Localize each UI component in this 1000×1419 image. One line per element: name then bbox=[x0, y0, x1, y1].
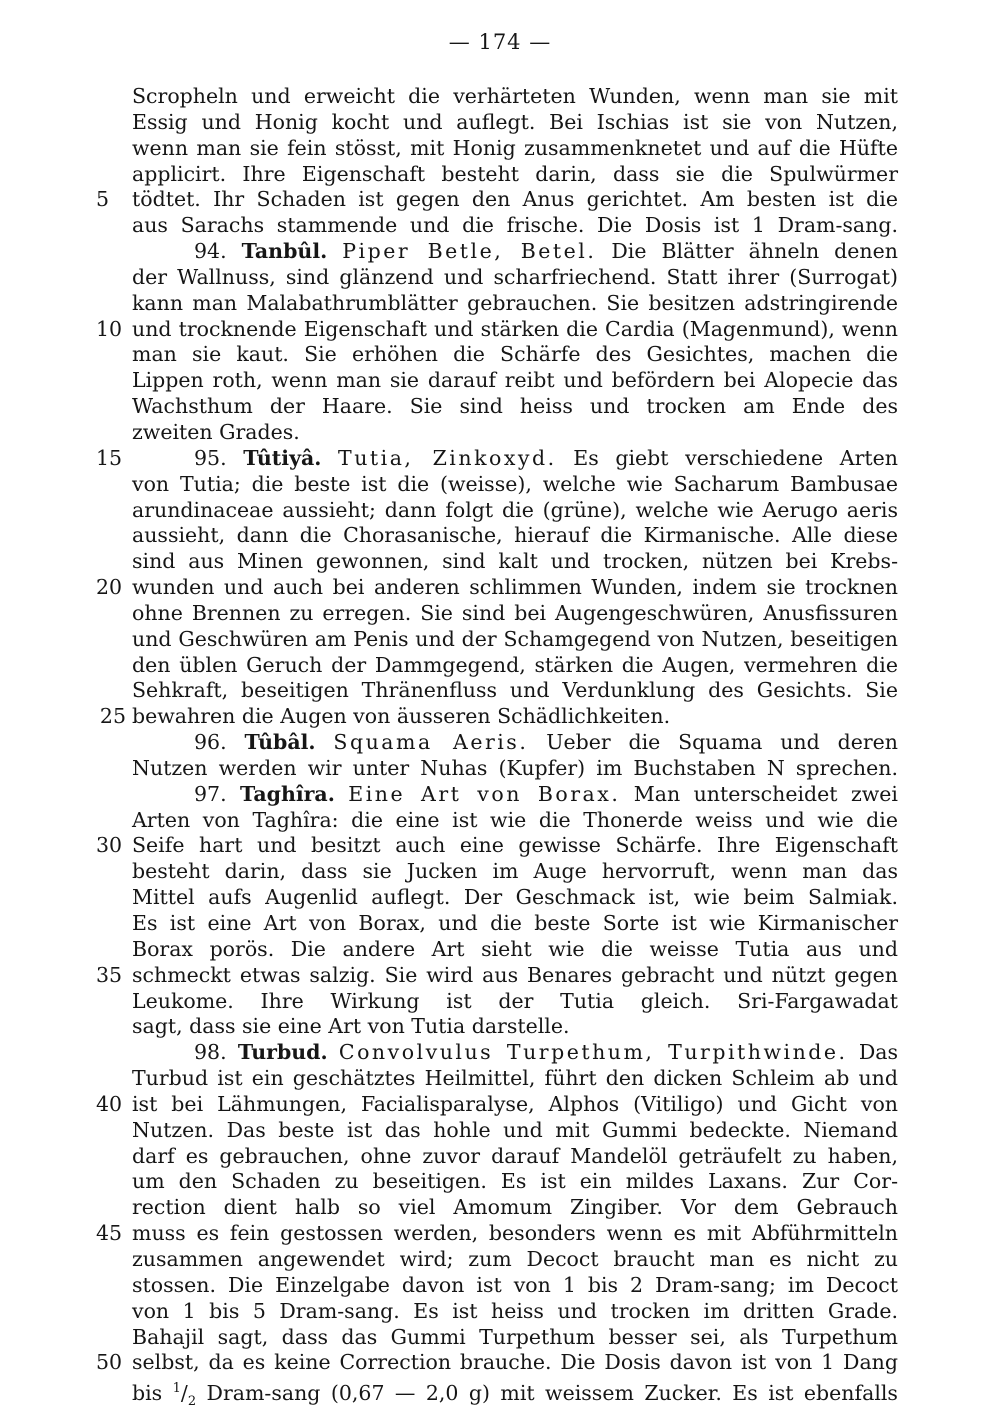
entry-97-first-line: 97. Taghîra. Eine Art von Borax. Man unterscheidet zwei bbox=[194, 781, 898, 806]
text-line: 25 bewahren die Augen von äusseren Schädlichkeiten. bbox=[132, 704, 898, 730]
text-line: um den Schaden zu beseitigen. Es ist ein mildes Laxans. Zur Cor- bbox=[132, 1169, 898, 1194]
text-line: sagt, dass sie eine Art von Tutia darstelle. bbox=[132, 1014, 570, 1039]
line-number: 5 bbox=[96, 187, 110, 212]
text-line: besteht darin, dass sie Jucken im Auge hervorruft, wenn man das bbox=[132, 859, 898, 884]
text-line: 5 tödtet. Ihr Schaden ist gegen den Anus gerichtet. Am besten ist die bbox=[96, 187, 898, 212]
text-line: Leukome. Ihre Wirkung ist der Tutia gleich. Sri-Fargawadat bbox=[132, 988, 898, 1013]
entry-headword: Tûbâl. bbox=[244, 730, 316, 755]
text-line: zweiten Grades. bbox=[132, 419, 300, 444]
line-number: 45 bbox=[96, 1221, 123, 1246]
entry-95-first-line: 15 95. Tûtiyâ. Tutia, Zinkoxyd. Es giebt verschiedene Arten bbox=[96, 445, 898, 470]
text-line: rection dient halb so viel Amomum Zingiber. Vor dem Gebrauch bbox=[132, 1195, 898, 1220]
text-line: und Geschwüren am Penis und der Schamgegend von Nutzen, beseitigen bbox=[132, 626, 898, 651]
line-number: 35 bbox=[96, 962, 123, 987]
text-line: sind aus Minen gewonnen, sind kalt und trocken, nützen bei Krebs- bbox=[132, 549, 898, 574]
text-line: bis $^1/_2$ Dram-sang (0,67 — 2,0 g) mit weissem Zucker. Es ist ebenfalls bbox=[132, 1381, 898, 1410]
line-number: 15 bbox=[96, 445, 123, 470]
entry-94-first-line: 94. Tanbûl. Piper Betle, Betel. Die Blätter ähneln denen bbox=[194, 239, 898, 264]
text-line: arundinaceae aussieht; dann folgt die (grüne), welche wie Aerugo aeris bbox=[132, 497, 898, 522]
entry-number: 96. bbox=[194, 730, 227, 755]
line-number: 25 bbox=[99, 704, 126, 729]
text-line: den üblen Geruch der Dammgegend, stärken die Augen, vermehren die bbox=[132, 652, 898, 677]
entry-latin-name: Eine Art von Borax. bbox=[348, 781, 621, 806]
text-line: aus Sarachs stammende und die frische. Die Dosis ist 1 Dram-sang. bbox=[132, 213, 898, 238]
text-line: Mittel aufs Augenlid auflegt. Der Geschmack ist, wie beim Salmiak. bbox=[132, 885, 898, 910]
line-number: 30 bbox=[96, 833, 123, 858]
text-line: 20 wunden und auch bei anderen schlimmen Wunden, indem sie trocknen bbox=[96, 575, 898, 600]
text-line: von Tutia; die beste ist die (weisse), welche wie Sacharum Bambusae bbox=[132, 471, 898, 496]
entry-headword: Turbud. bbox=[237, 1040, 328, 1065]
entry-number: 94. bbox=[194, 239, 227, 264]
entry-latin-name: Convolvulus Turpethum, Turpithwinde. bbox=[338, 1040, 848, 1065]
text-line: applicirt. Ihre Eigenschaft besteht darin, dass sie die Spulwürmer bbox=[132, 161, 898, 186]
entry-number: 98. bbox=[194, 1040, 227, 1065]
line-number: 20 bbox=[96, 575, 123, 600]
page-number: — 174 — bbox=[448, 30, 552, 54]
text-line: kann man Malabathrumblätter gebrauchen. Sie besitzen adstringirende bbox=[132, 290, 898, 315]
text-line: 35 schmeckt etwas salzig. Sie wird aus Benares gebracht und nützt gegen bbox=[96, 962, 898, 987]
entry-latin-name: Tutia, Zinkoxyd. bbox=[338, 445, 557, 470]
fraction-one-half: $^1/_2$ bbox=[172, 1381, 197, 1410]
text-line: Turbud ist ein geschätztes Heilmittel, führt den dicken Schleim ab und bbox=[132, 1066, 898, 1091]
text-line: Bahajil sagt, dass das Gummi Turpethum besser sei, als Turpethum bbox=[132, 1324, 898, 1349]
text-line: der Wallnuss, sind glänzend und scharfriechend. Statt ihrer (Surrogat) bbox=[132, 264, 898, 289]
text-line: man sie kaut. Sie erhöhen die Schärfe des Gesichtes, machen die bbox=[132, 342, 898, 367]
text-line: von 1 bis 5 Dram-sang. Es ist heiss und trocken im dritten Grade. bbox=[132, 1298, 898, 1323]
entry-number: 97. bbox=[194, 781, 227, 806]
text-line: Nutzen. Das beste ist das hohle und mit Gummi bedeckte. Niemand bbox=[132, 1117, 898, 1142]
text-line: Borax porös. Die andere Art sieht wie die weisse Tutia aus und bbox=[132, 936, 898, 961]
text-line: 40 ist bei Lähmungen, Facialisparalyse, Alphos (Vitiligo) und Gicht von bbox=[96, 1091, 898, 1116]
text-line: Sehkraft, beseitigen Thränenfluss und Verdunklung des Gesichts. Sie bbox=[132, 678, 898, 703]
text-line: 30 Seife hart und besitzt auch eine gewisse Schärfe. Ihre Eigenschaft bbox=[96, 833, 898, 858]
text-line: darf es gebrauchen, ohne zuvor darauf Mandelöl geträufelt zu haben, bbox=[132, 1143, 898, 1168]
entry-latin-name: Squama Aeris. bbox=[333, 730, 529, 755]
entry-headword: Tanbûl. bbox=[241, 239, 328, 264]
text-line: zusammen angewendet wird; zum Decoct braucht man es nicht zu bbox=[132, 1246, 898, 1271]
text-line: 50 selbst, da es keine Correction brauche. Die Dosis davon ist von 1 Dang bbox=[96, 1350, 898, 1375]
text-line: wenn man sie fein stösst, mit Honig zusammenknetet und auf die Hüfte bbox=[132, 135, 898, 160]
text-line: ohne Brennen zu erregen. Sie sind bei Augengeschwüren, Anusfissuren bbox=[132, 600, 898, 625]
text-line: Nutzen werden wir unter Nuhas (Kupfer) im Buchstaben N sprechen. bbox=[132, 755, 898, 780]
body-text bbox=[96, 84, 898, 1410]
line-number: 50 bbox=[96, 1350, 123, 1375]
text-line: 10 und trocknende Eigenschaft und stärken die Cardia (Magenmund), wenn bbox=[96, 316, 898, 341]
text-line: Scropheln und erweicht die verhärteten Wunden, wenn man sie mit bbox=[132, 84, 898, 108]
text-line: aussieht, dann die Chorasanische, hierauf die Kirmanische. Alle diese bbox=[132, 523, 898, 548]
entry-96-first-line: 96. Tûbâl. Squama Aeris. Ueber die Squama und deren bbox=[194, 730, 898, 755]
text-line: Arten von Taghîra: die eine ist wie die Thonerde weiss und wie die bbox=[132, 807, 898, 832]
line-number: 10 bbox=[96, 316, 123, 341]
text-line: Essig und Honig kocht und auflegt. Bei Ischias ist sie von Nutzen, bbox=[132, 109, 898, 134]
entry-headword: Tûtiyâ. bbox=[243, 445, 322, 470]
entry-number: 95. bbox=[194, 445, 227, 470]
text-line: 45 muss es fein gestossen werden, besonders wenn es mit Abführmitteln bbox=[96, 1221, 898, 1246]
line-number: 40 bbox=[96, 1091, 123, 1116]
text-line: Lippen roth, wenn man sie darauf reibt und befördern bei Alopecie das bbox=[132, 368, 898, 393]
entry-98-first-line: 98. Turbud. Convolvulus Turpethum, Turpithwinde. Das bbox=[194, 1040, 898, 1065]
text-line: Es ist eine Art von Borax, und die beste Sorte ist wie Kirmanischer bbox=[132, 911, 898, 935]
text-line: stossen. Die Einzelgabe davon ist von 1 bis 2 Dram-sang; im Decoct bbox=[132, 1272, 898, 1297]
entry-latin-name: Piper Betle, Betel. bbox=[342, 239, 597, 264]
entry-headword: Taghîra. bbox=[240, 781, 335, 806]
text-line: Wachsthum der Haare. Sie sind heiss und trocken am Ende des bbox=[132, 394, 898, 419]
